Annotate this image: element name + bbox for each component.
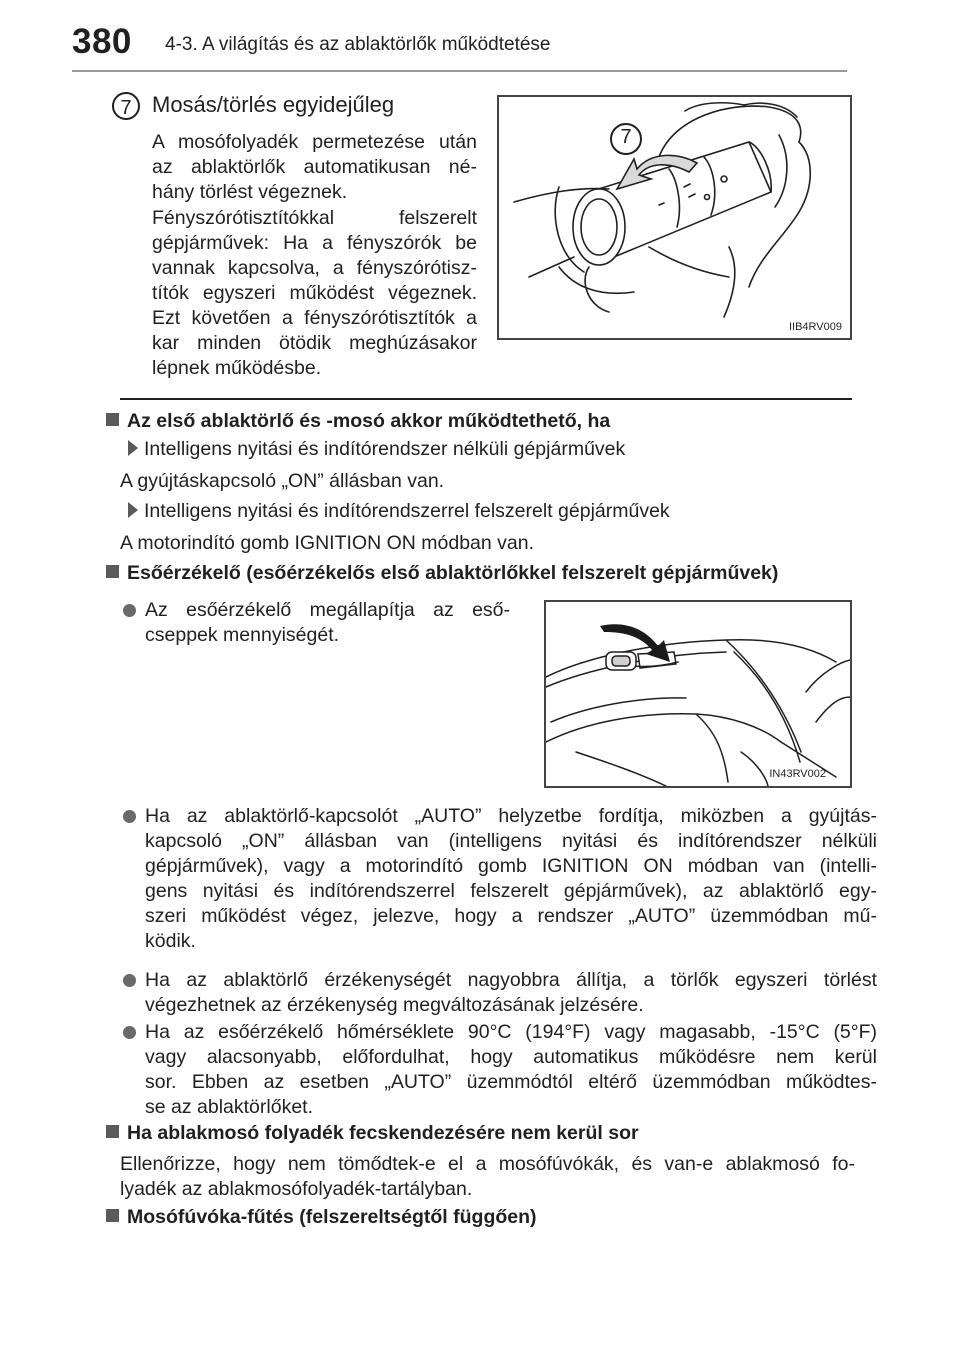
figure-code: IIB4RV009 bbox=[788, 321, 842, 333]
text-line: Ha az ablaktörlő-kapcsolót „AUTO” helyzetbe fordítja, miközben a gyújtás- bbox=[145, 805, 877, 827]
windshield-illustration bbox=[546, 602, 850, 786]
subheading-text: Intelligens nyitási és indítórendszerrel felszerelt gépjárművek bbox=[144, 500, 670, 522]
text-line: Az esőérzékelő megállapítja az eső- bbox=[145, 599, 510, 621]
text-line: vannak kapcsolva, a fényszórótisz- bbox=[152, 257, 477, 279]
chapter-title: 4-3. A világítás és az ablaktörlők működtetése bbox=[165, 34, 551, 55]
section-heading bbox=[106, 1206, 537, 1229]
square-bullet-icon bbox=[106, 565, 119, 578]
subheading-text: Intelligens nyitási és indítórendszer nélküli gépjárművek bbox=[144, 438, 626, 460]
text-line: A mosófolyadék permetezése után bbox=[152, 131, 477, 153]
text-line: gens nyitási és indítórendszerrel felszerelt gépjárművek), az ablaktörlő egy- bbox=[145, 880, 877, 902]
list-item bbox=[123, 804, 877, 954]
square-bullet-icon bbox=[106, 1209, 119, 1222]
rain-sensor-figure bbox=[544, 600, 852, 788]
text-line: títók egyszeri működést végeznek. bbox=[152, 282, 477, 304]
wiper-lever-figure bbox=[497, 95, 852, 340]
bullet-dot-icon bbox=[123, 604, 136, 617]
section-title: Esőérzékelő (esőérzékelős első ablaktörlőkkel felszerelt gépjárművek) bbox=[127, 562, 779, 584]
text-line: Ellenőrizze, hogy nem tömődtek-e el a mosófúvókák, és van-e ablakmosó fo- bbox=[120, 1153, 855, 1175]
text-line: se az ablaktörlőket. bbox=[145, 1096, 314, 1118]
list-item bbox=[123, 598, 510, 648]
text-line: vagy alacsonyabb, előfordulhat, hogy automatikus működésre nem kerül bbox=[145, 1046, 877, 1068]
section-heading bbox=[106, 1122, 639, 1145]
text-line: ködik. bbox=[145, 930, 196, 952]
text-line: szeri működést végez, jelezve, hogy a rendszer „AUTO” üzemmódban mű- bbox=[145, 905, 877, 927]
square-bullet-icon bbox=[106, 1125, 119, 1138]
page-number: 380 bbox=[72, 22, 132, 61]
text-line: kar minden ötödik meghúzásakor bbox=[152, 332, 477, 354]
text-line: lyadék az ablakmosófolyadék-tartályban. bbox=[120, 1178, 473, 1200]
item-paragraph-1 bbox=[152, 130, 477, 205]
section-title: Az első ablaktörlő és -mosó akkor működtethető, ha bbox=[127, 410, 611, 432]
section-separator bbox=[120, 398, 852, 400]
text-line: sor. Ebben az esetben „AUTO” üzemmódtól eltérő üzemmódban működtes- bbox=[145, 1071, 877, 1093]
text-line: lépnek működésbe. bbox=[152, 357, 322, 379]
text-line: hány törlést végeznek. bbox=[152, 181, 348, 203]
text-line: Fényszórótisztítókkal felszerelt bbox=[152, 207, 477, 229]
text-line: az ablaktörlők automatikusan né- bbox=[152, 156, 477, 178]
text-line: végezhetnek az érzékenység megváltozásának jelzésére. bbox=[145, 994, 644, 1016]
text-line: gépjárművek: Ha a fényszórók be bbox=[152, 232, 477, 254]
bullet-dot-icon bbox=[123, 1026, 136, 1039]
section-title: Ha ablakmosó folyadék fecskendezésére nem kerül sor bbox=[127, 1122, 639, 1144]
item-title: Mosás/törlés egyidejűleg bbox=[152, 92, 395, 117]
bullet-dot-icon bbox=[123, 810, 136, 823]
condition-text: A gyújtáskapcsoló „ON” állásban van. bbox=[120, 470, 445, 492]
square-bullet-icon bbox=[106, 413, 119, 426]
triangle-bullet-icon bbox=[128, 502, 138, 518]
figure-callout-label: 7 bbox=[620, 126, 632, 148]
item-paragraph-2 bbox=[152, 206, 477, 381]
text-line: kapcsoló „ON” állásban van (intelligens nyitási és indítórendszer nélküli bbox=[145, 830, 877, 852]
text-line: gépjárművek), vagy a motorindító gomb IGNITION ON módban van (intelli- bbox=[145, 855, 877, 877]
header-rule bbox=[72, 70, 847, 72]
text-line: cseppek mennyiségét. bbox=[145, 624, 340, 646]
condition-subheading bbox=[128, 500, 670, 523]
list-item bbox=[123, 1020, 877, 1120]
bullet-dot-icon bbox=[123, 974, 136, 987]
item-number-badge: 7 bbox=[112, 92, 140, 120]
text-line: Ha az ablaktörlő érzékenységét nagyobbra állítja, a törlők egyszeri törlést bbox=[145, 969, 877, 991]
triangle-bullet-icon bbox=[128, 440, 138, 456]
section-heading bbox=[106, 410, 610, 433]
section-paragraph bbox=[120, 1152, 855, 1202]
hand-lever-illustration bbox=[499, 97, 850, 338]
section-title: Mosófúvóka-fűtés (felszereltségtől függően) bbox=[127, 1206, 537, 1228]
text-line: Ezt követően a fényszórótisztítók a bbox=[152, 307, 477, 329]
section-heading bbox=[106, 562, 778, 585]
text-line: Ha az esőérzékelő hőmérséklete 90°C (194°F) vagy magasabb, -15°C (5°F) bbox=[145, 1021, 877, 1043]
list-item bbox=[123, 968, 877, 1018]
condition-subheading bbox=[128, 438, 625, 461]
figure-code: IN43RV002 bbox=[769, 768, 826, 780]
condition-text: A motorindító gomb IGNITION ON módban van. bbox=[120, 532, 535, 554]
